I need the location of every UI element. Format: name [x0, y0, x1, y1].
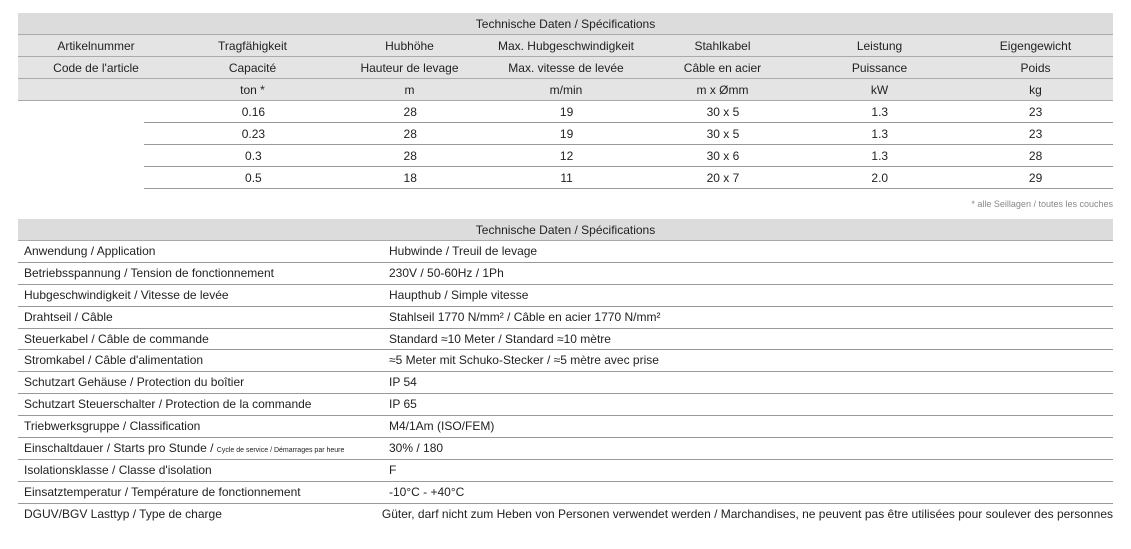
table-row	[18, 241, 1113, 263]
table-row	[144, 145, 1113, 167]
table-row	[144, 101, 1113, 123]
row-label: Anwendung / Application	[24, 244, 156, 258]
header-cell: Max. Hubgeschwindigkeit	[497, 39, 635, 53]
header-cell: Artikelnummer	[57, 39, 135, 53]
header-cell: Poids	[1020, 61, 1051, 75]
table-cell: 30 x 5	[706, 127, 740, 141]
table-cell: 1.3	[871, 105, 889, 119]
table-cell: 20 x 7	[706, 171, 740, 185]
row-value: M4/1Am (ISO/FEM)	[389, 419, 495, 434]
header-cell: Puissance	[851, 61, 908, 75]
spec-header-fr	[18, 57, 1113, 79]
row-label: DGUV/BGV Lasttyp / Type de charge	[24, 506, 222, 521]
row-label: Einsatztemperatur / Température de fonctionnement	[24, 484, 301, 499]
row-value: -10°C - +40°C	[389, 484, 465, 499]
table-row	[18, 504, 1113, 526]
row-value: IP 65	[389, 397, 417, 412]
header-cell: Max. vitesse de levée	[508, 61, 624, 75]
table-row	[18, 438, 1113, 460]
row-value: 30% / 180	[389, 441, 444, 456]
unit-cell: m/min	[549, 83, 583, 97]
spec-table-title: Technische Daten / Spécifications	[18, 13, 1113, 35]
row-value: Stahlseil 1770 N/mm² / Câble en acier 1770 N/mm²	[389, 309, 661, 324]
table-row	[18, 482, 1113, 504]
header-cell: Stahlkabel	[694, 39, 751, 53]
unit-cell: ton *	[240, 83, 265, 97]
row-value: Haupthub / Simple vitesse	[389, 287, 529, 302]
table-cell: 28	[403, 149, 417, 163]
details-table-title: Technische Daten / Spécifications	[18, 219, 1113, 241]
table-cell: 28	[1028, 149, 1043, 163]
table-cell: 0.5	[245, 171, 262, 185]
header-cell: Hauteur de levage	[360, 61, 459, 75]
table-cell: 11	[560, 171, 573, 185]
table-cell: 23	[1028, 105, 1043, 119]
table-cell: 28	[403, 105, 417, 119]
table-row	[18, 416, 1113, 438]
row-value: F	[389, 462, 397, 477]
table-cell: 23	[1028, 127, 1043, 141]
row-label: Schutzart Gehäuse / Protection du boîtier	[24, 375, 245, 390]
table-cell: 2.0	[871, 171, 889, 185]
header-cell: Hubhöhe	[385, 39, 434, 53]
row-value: IP 54	[389, 375, 417, 390]
header-cell: Câble en acier	[683, 61, 762, 75]
header-cell: Tragfähigkeit	[218, 39, 287, 53]
unit-cell: kW	[870, 83, 889, 97]
header-cell: Capacité	[228, 61, 277, 75]
footnote: * alle Seillagen / toutes les couches	[971, 199, 1113, 209]
row-label-small: Cycle de service / Démarrages par heure	[216, 447, 345, 455]
table-row	[18, 460, 1113, 482]
row-label: Steuerkabel / Câble de commande	[24, 331, 209, 346]
spec-units-row	[18, 79, 1113, 101]
table-row	[144, 123, 1113, 145]
unit-cell: kg	[1029, 83, 1042, 97]
row-value: ≈5 Meter mit Schuko-Stecker / ≈5 mètre avec prise	[389, 353, 659, 368]
table-cell: 0.3	[245, 149, 262, 163]
row-label: Triebwerksgruppe / Classification	[24, 419, 201, 434]
table-row	[18, 372, 1113, 394]
table-cell: 0.23	[241, 127, 266, 141]
unit-cell	[18, 79, 174, 100]
row-value: 230V / 50-60Hz / 1Ph	[389, 265, 504, 280]
row-value: Standard ≈10 Meter / Standard ≈10 mètre	[389, 331, 611, 346]
row-label	[18, 438, 383, 459]
row-value: Hubwinde / Treuil de levage	[389, 244, 538, 258]
row-label: Hubgeschwindigkeit / Vitesse de levée	[24, 287, 229, 302]
spec-table	[18, 13, 1113, 189]
header-cell: Code de l'article	[53, 61, 139, 75]
table-row	[18, 285, 1113, 307]
table-cell: 19	[559, 127, 574, 141]
header-cell: Eigengewicht	[999, 39, 1072, 53]
row-label: Drahtseil / Câble	[24, 309, 113, 324]
unit-cell: m x Ømm	[696, 83, 749, 97]
row-label: Schutzart Steuerschalter / Protection de la commande	[24, 397, 312, 412]
table-row	[18, 307, 1113, 329]
table-row	[18, 329, 1113, 351]
table-cell: 0.16	[241, 105, 266, 119]
row-label: Betriebsspannung / Tension de fonctionnement	[24, 265, 274, 280]
table-row	[144, 167, 1113, 189]
details-table	[18, 219, 1113, 526]
table-cell: 28	[403, 127, 417, 141]
spec-header-de	[18, 35, 1113, 57]
header-cell: Leistung	[856, 39, 903, 53]
table-cell: 12	[559, 149, 574, 163]
table-cell: 18	[403, 171, 417, 185]
table-row	[18, 394, 1113, 416]
unit-cell: m	[404, 83, 415, 97]
table-cell: 30 x 5	[706, 105, 740, 119]
row-label: Stromkabel / Câble d'alimentation	[24, 353, 204, 368]
table-cell: 1.3	[871, 127, 889, 141]
table-row	[18, 263, 1113, 285]
table-cell: 30 x 6	[706, 149, 740, 163]
row-label-main: Einschaltdauer / Starts pro Stunde /	[24, 441, 217, 456]
table-cell: 1.3	[871, 149, 889, 163]
table-row	[18, 350, 1113, 372]
table-cell: 29	[1028, 171, 1043, 185]
row-value: Güter, darf nicht zum Heben von Personen verwendet werden / Marchandises, ne peuvent pas être utilisées pour soulever des personnes	[381, 506, 1113, 521]
row-label: Isolationsklasse / Classe d'isolation	[24, 462, 212, 477]
table-cell: 19	[559, 105, 574, 119]
